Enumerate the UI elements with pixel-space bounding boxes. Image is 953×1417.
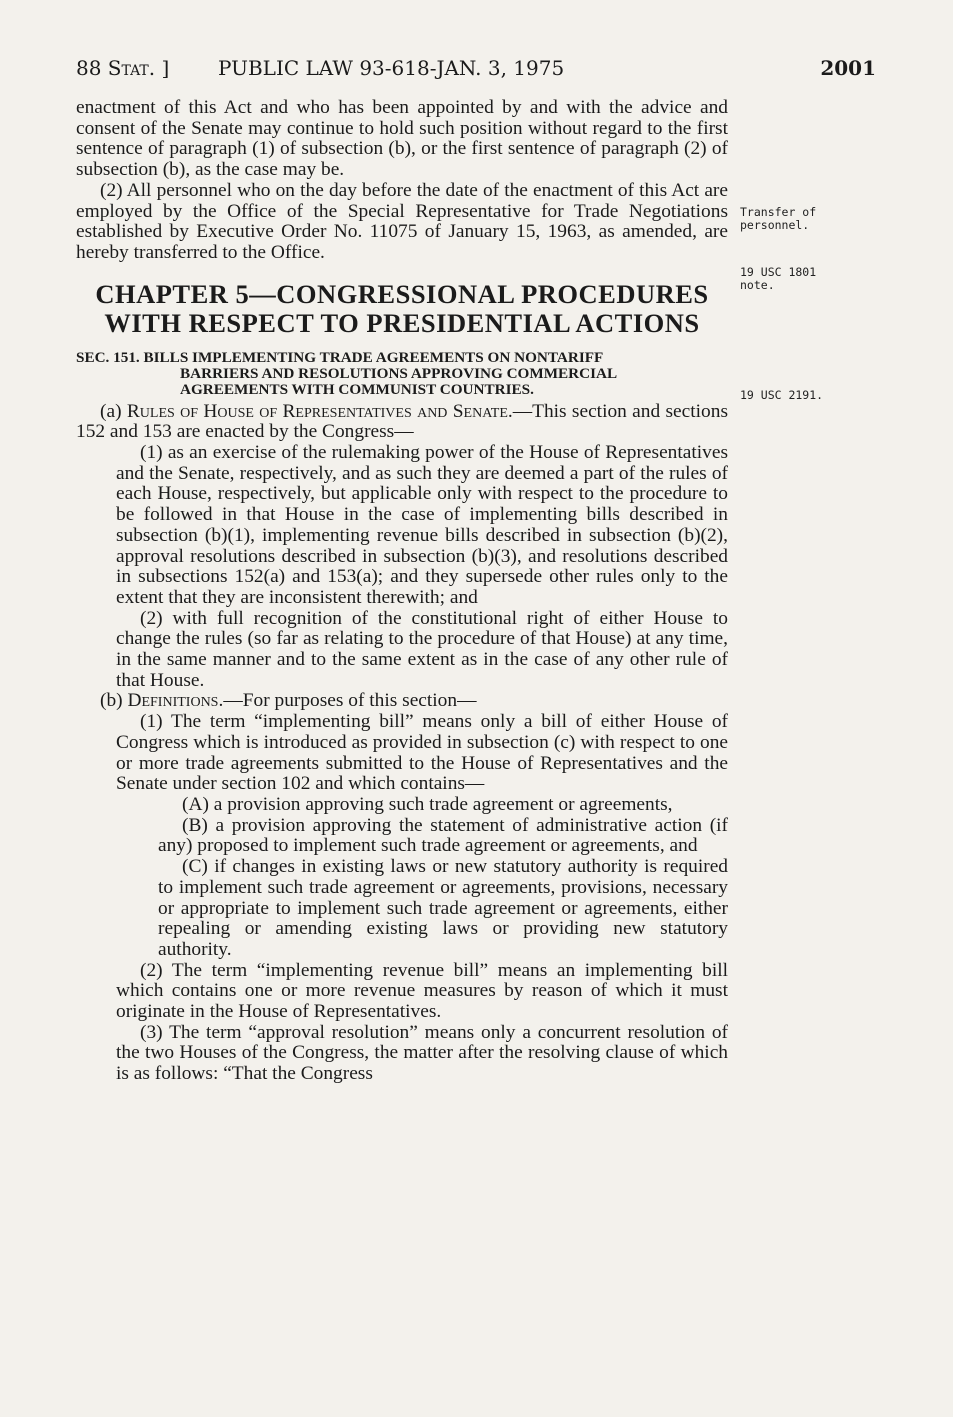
subsection-b-caption: Definitions. (127, 690, 224, 712)
subsection-b (76, 691, 728, 712)
margin-note-usc-2191: 19 USC 2191. (740, 388, 824, 402)
paragraph-continuation: enactment of this Act and who has been appointed by and with the advice and consent of the Senate may continue to hold such position without regard to the first sentence of paragraph (1) of subsection (b), or the first sentence of paragraph (2) of subsection (b), as the case may be. (76, 97, 728, 181)
section-heading (76, 350, 728, 398)
paragraph-a2: (2) with full recognition of the constitutional right of either House to change the rules (so far as relating to the procedure of that House) at any time, in the same manner and to the same extent as in the case of any other rule of that House. (116, 607, 728, 691)
statute-volume: 88 Stat. ] (76, 56, 170, 80)
subsection-a-caption: Rules of House of Representatives and Senate. (126, 400, 513, 422)
margin-note-usc-1801: 19 USC 1801 note. (740, 265, 817, 292)
subsection-a (76, 402, 728, 443)
clause-b1B: (B) a provision approving the statement of administrative action (if any) proposed to implement such trade agreement or agreements, and (158, 814, 728, 857)
chapter-title: CHAPTER 5—CONGRESSIONAL PROCEDURES WITH RESPECT TO PRESIDENTIAL ACTIONS (95, 278, 709, 338)
document-body (76, 98, 728, 1085)
paragraph-b1: (1) The term “implementing bill” means only a bill of either House of Congress which is introduced as provided in subsection (c) with respect to one or more trade agreements submitted to the House of Representatives and the Senate under section 102 and which contains— (116, 711, 728, 795)
public-law-title: PUBLIC LAW 93-618-JAN. 3, 1975 (218, 56, 565, 80)
paragraph-transfer: (2) All personnel who on the day before the date of the enactment of this Act are employed by the Office of the Special Representative for Trade Negotiations established by Executive Order No. 11075 of January 15, 1963, as amended, are hereby transferred to the Office. (76, 179, 728, 263)
section-heading-line-1: SEC. 151. BILLS IMPLEMENTING TRADE AGREEMENTS ON NONTARIFF (76, 348, 604, 366)
clause-b1A: (A) a provision approving such trade agreement or agreements, (182, 793, 673, 815)
subsection-a-text: —This section and sections 152 and 153 are enacted by the Congress— (76, 400, 728, 443)
clause-b1C: (C) if changes in existing laws or new statutory authority is required to implement such trade agreement or agreements, provisions, necessary or appropriate to implement such trade agreement or agreements, either repealing or amending existing laws or providing new statutory authority. (158, 856, 728, 960)
paragraph-b2: (2) The term “implementing revenue bill” means an implementing bill which contains one or more revenue measures by reason of which it must originate in the House of Representatives. (116, 959, 728, 1023)
section-heading-line-3: AGREEMENTS WITH COMMUNIST COUNTRIES. (180, 380, 534, 398)
subsection-a-label: (a) (100, 400, 127, 422)
paragraph-b3: (3) The term “approval resolution” means only a concurrent resolution of the two Houses of the Congress, the matter after the resolving clause of which is as follows: “That the Congress (116, 1021, 728, 1085)
margin-note-transfer: Transfer of personnel. (740, 205, 817, 232)
section-heading-line-2: BARRIERS AND RESOLUTIONS APPROVING COMMERCIAL (180, 364, 618, 382)
subsection-b-text: —For purposes of this section— (223, 690, 477, 712)
subsection-b-label: (b) (100, 690, 128, 712)
page-number: 2001 (820, 56, 876, 80)
paragraph-a1: (1) as an exercise of the rulemaking power of the House of Representatives and the Senate, respectively, and as such they are deemed a part of the rules of each House, respectively, but applicable only with respect to the procedure to be followed in that House in the case of implementing bills described in subsection (b)(1), implementing revenue bills described in subsection (b)(2), approval resolutions described in subsection (b)(3), and resolutions described in subsections 152(a) and 153(a); and they supersede other rules only to the extent that they are inconsistent therewith; and (116, 442, 728, 608)
running-header (76, 56, 876, 86)
